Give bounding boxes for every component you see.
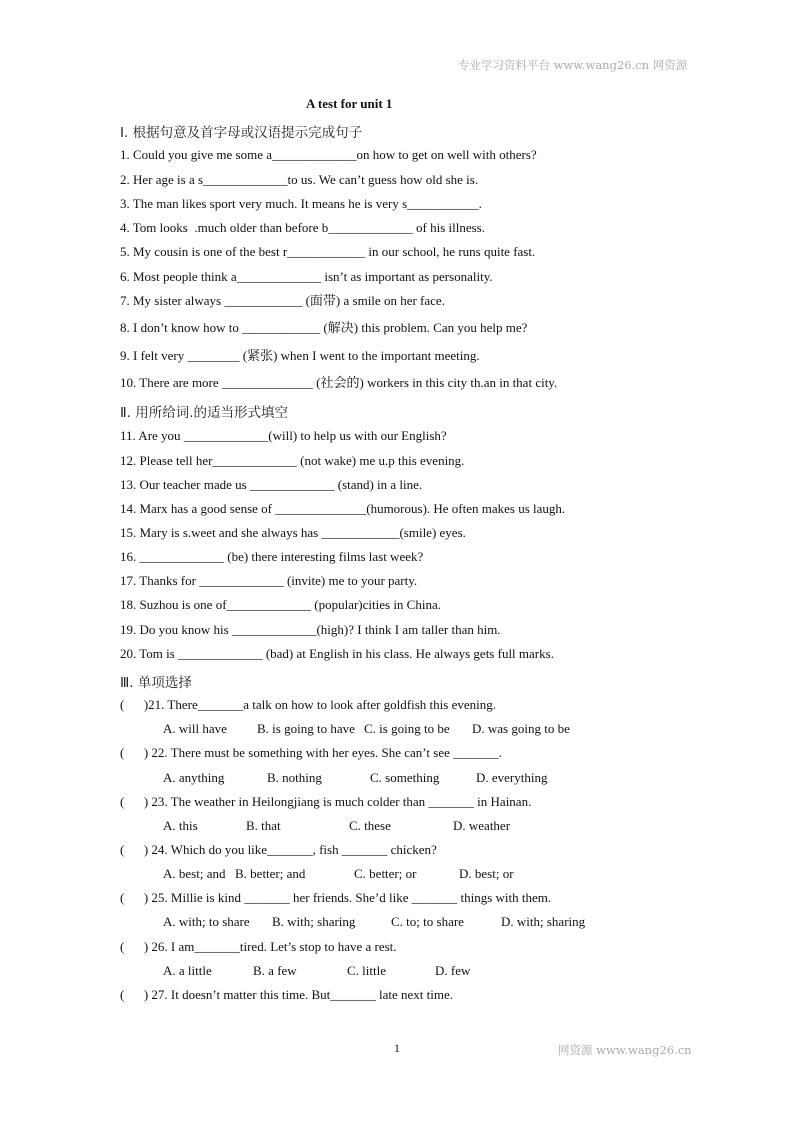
question-8: 8. I don’t know how to ____________ (解决) this problem. Can you help me?	[120, 320, 528, 335]
option-b: B. better; and	[235, 866, 306, 881]
option-d: D. best; or	[459, 866, 514, 881]
question-4: 4. Tom looks .much older than before b_____________ of his illness.	[120, 220, 485, 235]
option-d: D. few	[435, 963, 471, 978]
question-15: 15. Mary is s.weet and she always has ____________(smile) eyes.	[120, 525, 466, 540]
option-b: B. is going to have	[257, 721, 355, 736]
page-number: 1	[394, 1041, 400, 1055]
option-a: A. anything	[163, 770, 225, 785]
option-a: A. this	[163, 818, 198, 833]
question-7: 7. My sister always ____________ (面带) a smile on her face.	[120, 293, 445, 308]
question-20: 20. Tom is _____________ (bad) at English in his class. He always gets full marks.	[120, 646, 554, 661]
question-19: 19. Do you know his _____________(high)? I think I am taller than him.	[120, 622, 501, 637]
section-1-heading: Ⅰ. 根据句意及首字母或汉语提示完成句子	[120, 125, 363, 141]
question-5: 5. My cousin is one of the best r____________ in our school, he runs quite fast.	[120, 244, 536, 259]
question-13: 13. Our teacher made us _____________ (stand) in a line.	[120, 477, 423, 492]
section-2-heading: Ⅱ. 用所给词.的适当形式填空	[120, 405, 289, 421]
option-c: C. these	[349, 818, 391, 833]
question-3: 3. The man likes sport very much. It means he is very s___________.	[120, 196, 482, 211]
question-16: 16. _____________ (be) there interesting films last week?	[120, 549, 424, 564]
option-c: C. to; to share	[391, 914, 464, 929]
section-3-heading: Ⅲ. 单项选择	[120, 675, 192, 691]
option-d: D. with; sharing	[501, 914, 586, 929]
question-23: ( ) 23. The weather in Heilongjiang is much colder than _______ in Hainan.	[120, 794, 532, 809]
option-a: A. will have	[163, 721, 227, 736]
question-17: 17. Thanks for _____________ (invite) me to your party.	[120, 573, 418, 588]
question-26: ( ) 26. I am_______tired. Let’s stop to have a rest.	[120, 939, 397, 954]
question-1: 1. Could you give me some a_____________on how to get on well with others?	[120, 147, 537, 162]
page-title: A test for unit 1	[306, 96, 393, 111]
option-b: B. a few	[253, 963, 297, 978]
option-d: D. everything	[476, 770, 548, 785]
option-b: B. with; sharing	[272, 914, 356, 929]
question-2: 2. Her age is a s_____________to us. We can’t guess how old she is.	[120, 172, 479, 187]
question-21: ( )21. There_______a talk on how to look after goldfish this evening.	[120, 697, 496, 712]
option-a: A. best; and	[163, 866, 226, 881]
question-18: 18. Suzhou is one of_____________ (popular)cities in China.	[120, 597, 441, 612]
question-27: ( ) 27. It doesn’t matter this time. But_______ late next time.	[120, 987, 454, 1002]
option-c: C. is going to be	[364, 721, 450, 736]
question-9: 9. I felt very ________ (紧张) when I went to the important meeting.	[120, 348, 480, 363]
option-c: C. better; or	[354, 866, 417, 881]
option-d: D. was going to be	[472, 721, 570, 736]
option-a: A. with; to share	[163, 914, 250, 929]
question-24: ( ) 24. Which do you like_______, fish _______ chicken?	[120, 842, 437, 857]
question-11: 11. Are you _____________(will) to help us with our English?	[120, 428, 447, 443]
question-10: 10. There are more ______________ (社会的) workers in this city th.an in that city.	[120, 375, 558, 390]
question-25: ( ) 25. Millie is kind _______ her friends. She’d like _______ things with them.	[120, 890, 552, 905]
question-22: ( ) 22. There must be something with her eyes. She can’t see _______.	[120, 745, 502, 760]
option-c: C. little	[347, 963, 386, 978]
footer-watermark: 网资源 www.wang26.cn	[558, 1043, 692, 1057]
option-d: D. weather	[453, 818, 511, 833]
option-c: C. something	[370, 770, 440, 785]
option-b: B. nothing	[267, 770, 322, 785]
question-14: 14. Marx has a good sense of ______________(humorous). He often makes us laugh.	[120, 501, 566, 516]
header-watermark: 专业学习资料平台 www.wang26.cn 网资源	[458, 58, 688, 72]
option-a: A. a little	[163, 963, 212, 978]
question-6: 6. Most people think a_____________ isn’t as important as personality.	[120, 269, 493, 284]
option-b: B. that	[246, 818, 281, 833]
question-12: 12. Please tell her_____________ (not wake) me u.p this evening.	[120, 453, 465, 468]
